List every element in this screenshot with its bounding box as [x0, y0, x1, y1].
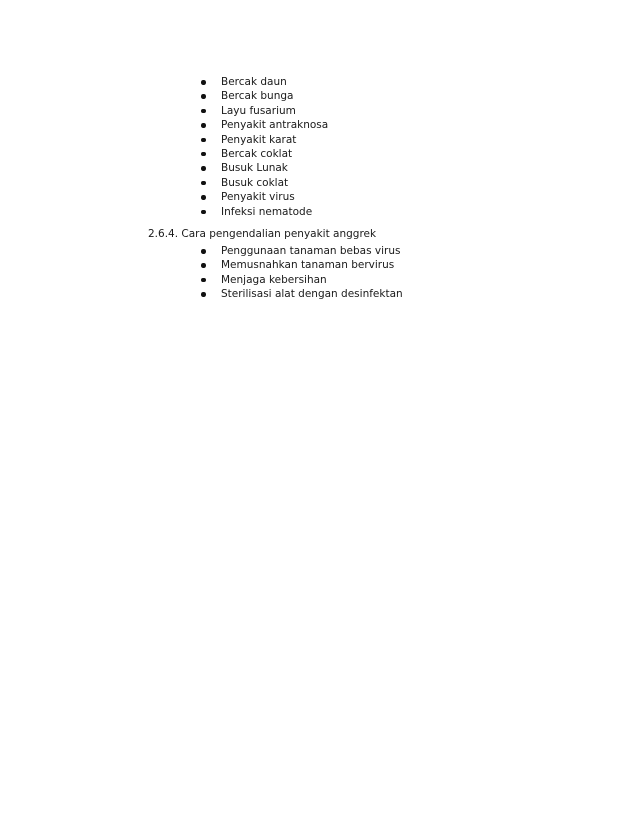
list-item-text: Penggunaan tanaman bebas virus — [221, 245, 401, 257]
list-item-text: Busuk coklat — [221, 176, 289, 189]
bullet-icon — [201, 109, 206, 114]
list-item-text: Bercak daun — [221, 76, 287, 88]
bullet-icon — [201, 249, 206, 254]
bullet-icon — [201, 152, 206, 157]
list-item-text: Memusnahkan tanaman bervirus — [221, 259, 395, 272]
list-item-text: Menjaga kebersihan — [221, 273, 327, 286]
bullet-icon — [201, 123, 206, 128]
list-item-text: Bercak coklat — [221, 147, 293, 160]
list-item-text: Infeksi nematode — [221, 205, 313, 218]
bullet-icon — [201, 138, 206, 143]
bullet-icon — [201, 94, 206, 99]
list-item-text: Penyakit karat — [221, 133, 297, 146]
bullet-icon — [201, 263, 206, 268]
list-item-text: Layu fusarium — [221, 104, 296, 117]
bullet-icon — [201, 195, 206, 200]
bullet-icon — [201, 166, 206, 171]
list-item-text: Penyakit antraknosa — [221, 119, 329, 132]
section-heading: 2.6.4. Cara pengendalian penyakit anggrek — [148, 228, 377, 240]
bullet-icon — [201, 292, 206, 297]
list-item-text: Penyakit virus — [221, 191, 295, 204]
list-item-text: Busuk Lunak — [221, 162, 288, 175]
list-item-text: Sterilisasi alat dengan desinfektan — [221, 288, 403, 301]
bullet-icon — [201, 181, 206, 186]
bullet-icon — [201, 278, 206, 283]
bullet-icon — [201, 210, 206, 215]
list-item-text: Bercak bunga — [221, 90, 294, 103]
bullet-icon — [201, 80, 206, 85]
